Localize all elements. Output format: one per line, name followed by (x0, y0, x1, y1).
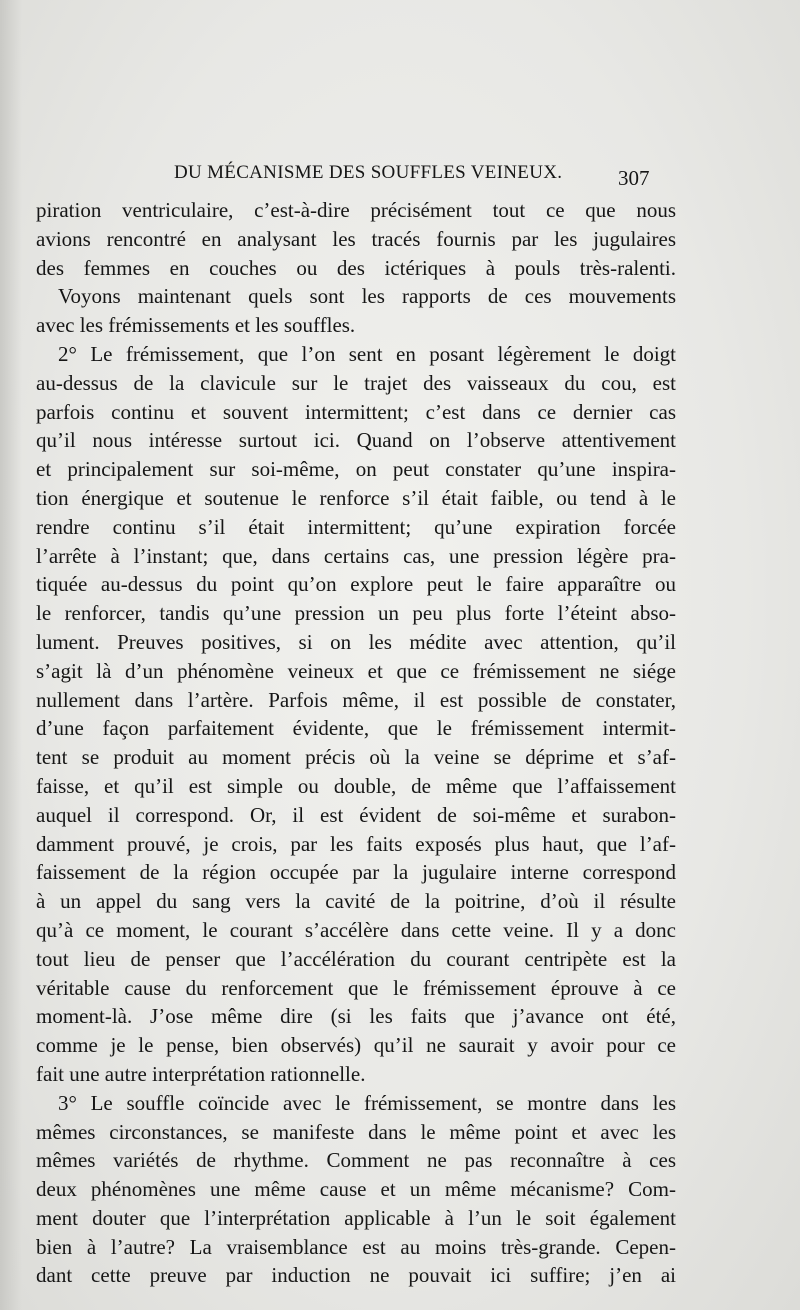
text-line: faisse, et qu’il est simple ou double, de même que l’affaissement (36, 773, 676, 798)
text-line: qu’à ce moment, le courant s’accélère dans cette veine. Il y a donc (36, 917, 676, 942)
page-number: 307 (618, 166, 650, 190)
text-line: auquel il correspond. Or, il est évident de soi-même et surabon- (36, 802, 676, 827)
text-line: rendre continu s’il était intermittent; qu’une expiration forcée (36, 514, 676, 539)
page-gutter-shadow (0, 0, 22, 1310)
text-line: le renforcer, tandis qu’une pression un peu plus forte l’éteint abso- (36, 601, 676, 626)
text-line: véritable cause du renforcement que le frémissement éprouve à ce (36, 975, 676, 1000)
text-line: ment douter que l’interprétation applicable à l’un le soit également (36, 1205, 676, 1230)
text-line: deux phénomènes une même cause et un même mécanisme? Com- (36, 1177, 676, 1202)
page-header (36, 160, 686, 192)
text-line: bien à l’autre? La vraisemblance est au moins très-grande. Cepen- (36, 1234, 676, 1259)
text-line: 2° Le frémissement, que l’on sent en posant légèrement le doigt (58, 341, 676, 366)
text-line: et principalement sur soi-même, on peut constater qu’une inspira- (36, 457, 676, 482)
text-line: avec les frémissements et les souffles. (36, 313, 356, 338)
running-title: DU MÉCANISME DES SOUFFLES VEINEUX. (174, 162, 563, 183)
text-line: comme je le pense, bien observés) qu’il ne saurait y avoir pour ce (36, 1033, 676, 1058)
text-line: lument. Preuves positives, si on les médite avec attention, qu’il (36, 629, 676, 654)
text-line: s’agit là d’un phénomène veineux et que ce frémissement ne siége (36, 658, 676, 683)
text-line: tion énergique et soutenue le renforce s’il était faible, ou tend à le (36, 485, 676, 510)
text-line: dant cette preuve par induction ne pouvait ici suffire; j’en ai (36, 1263, 676, 1288)
text-line: tiquée au-dessus du point qu’on explore peut le faire apparaître ou (36, 572, 676, 597)
text-line: faissement de la région occupée par la jugulaire interne correspond (36, 860, 676, 885)
text-line: tout lieu de penser que l’accélération du courant centripète est la (36, 946, 676, 971)
text-line: mêmes variétés de rhythme. Comment ne pas reconnaître à ces (36, 1148, 676, 1173)
text-line: au-dessus de la clavicule sur le trajet des vaisseaux du cou, est (36, 370, 676, 395)
text-line: nullement dans l’artère. Parfois même, il est possible de constater, (36, 687, 676, 712)
text-line: qu’il nous intéresse surtout ici. Quand on l’observe attentivement (36, 428, 676, 453)
text-line: moment-là. J’ose même dire (si les faits que j’avance ont été, (36, 1004, 676, 1029)
text-line: avions rencontré en analysant les tracés fournis par les jugulaires (36, 226, 676, 251)
text-line: d’une façon parfaitement évidente, que le frémissement intermit- (36, 716, 676, 741)
body-text (36, 196, 676, 1290)
text-line: parfois continu et souvent intermittent; c’est dans ce dernier cas (36, 399, 676, 424)
text-line: des femmes en couches ou des ictériques à pouls très-ralenti. (36, 255, 676, 280)
text-line: mêmes circonstances, se manifeste dans le même point et avec les (36, 1119, 676, 1144)
text-line: piration ventriculaire, c’est-à-dire précisément tout ce que nous (36, 198, 676, 222)
text-line: Voyons maintenant quels sont les rapports de ces mouvements (58, 284, 676, 309)
text-line: 3° Le souffle coïncide avec le frémissement, se montre dans les (58, 1090, 676, 1115)
text-line: fait une autre interprétation rationnelle. (36, 1061, 366, 1086)
text-line: tent se produit au moment précis où la veine se déprime et s’af- (36, 745, 676, 770)
text-line: à un appel du sang vers la cavité de la poitrine, d’où il résulte (36, 889, 676, 914)
text-line: l’arrête à l’instant; que, dans certains cas, une pression légère pra- (36, 543, 676, 568)
text-line: damment prouvé, je crois, par les faits exposés plus haut, que l’af- (36, 831, 676, 856)
